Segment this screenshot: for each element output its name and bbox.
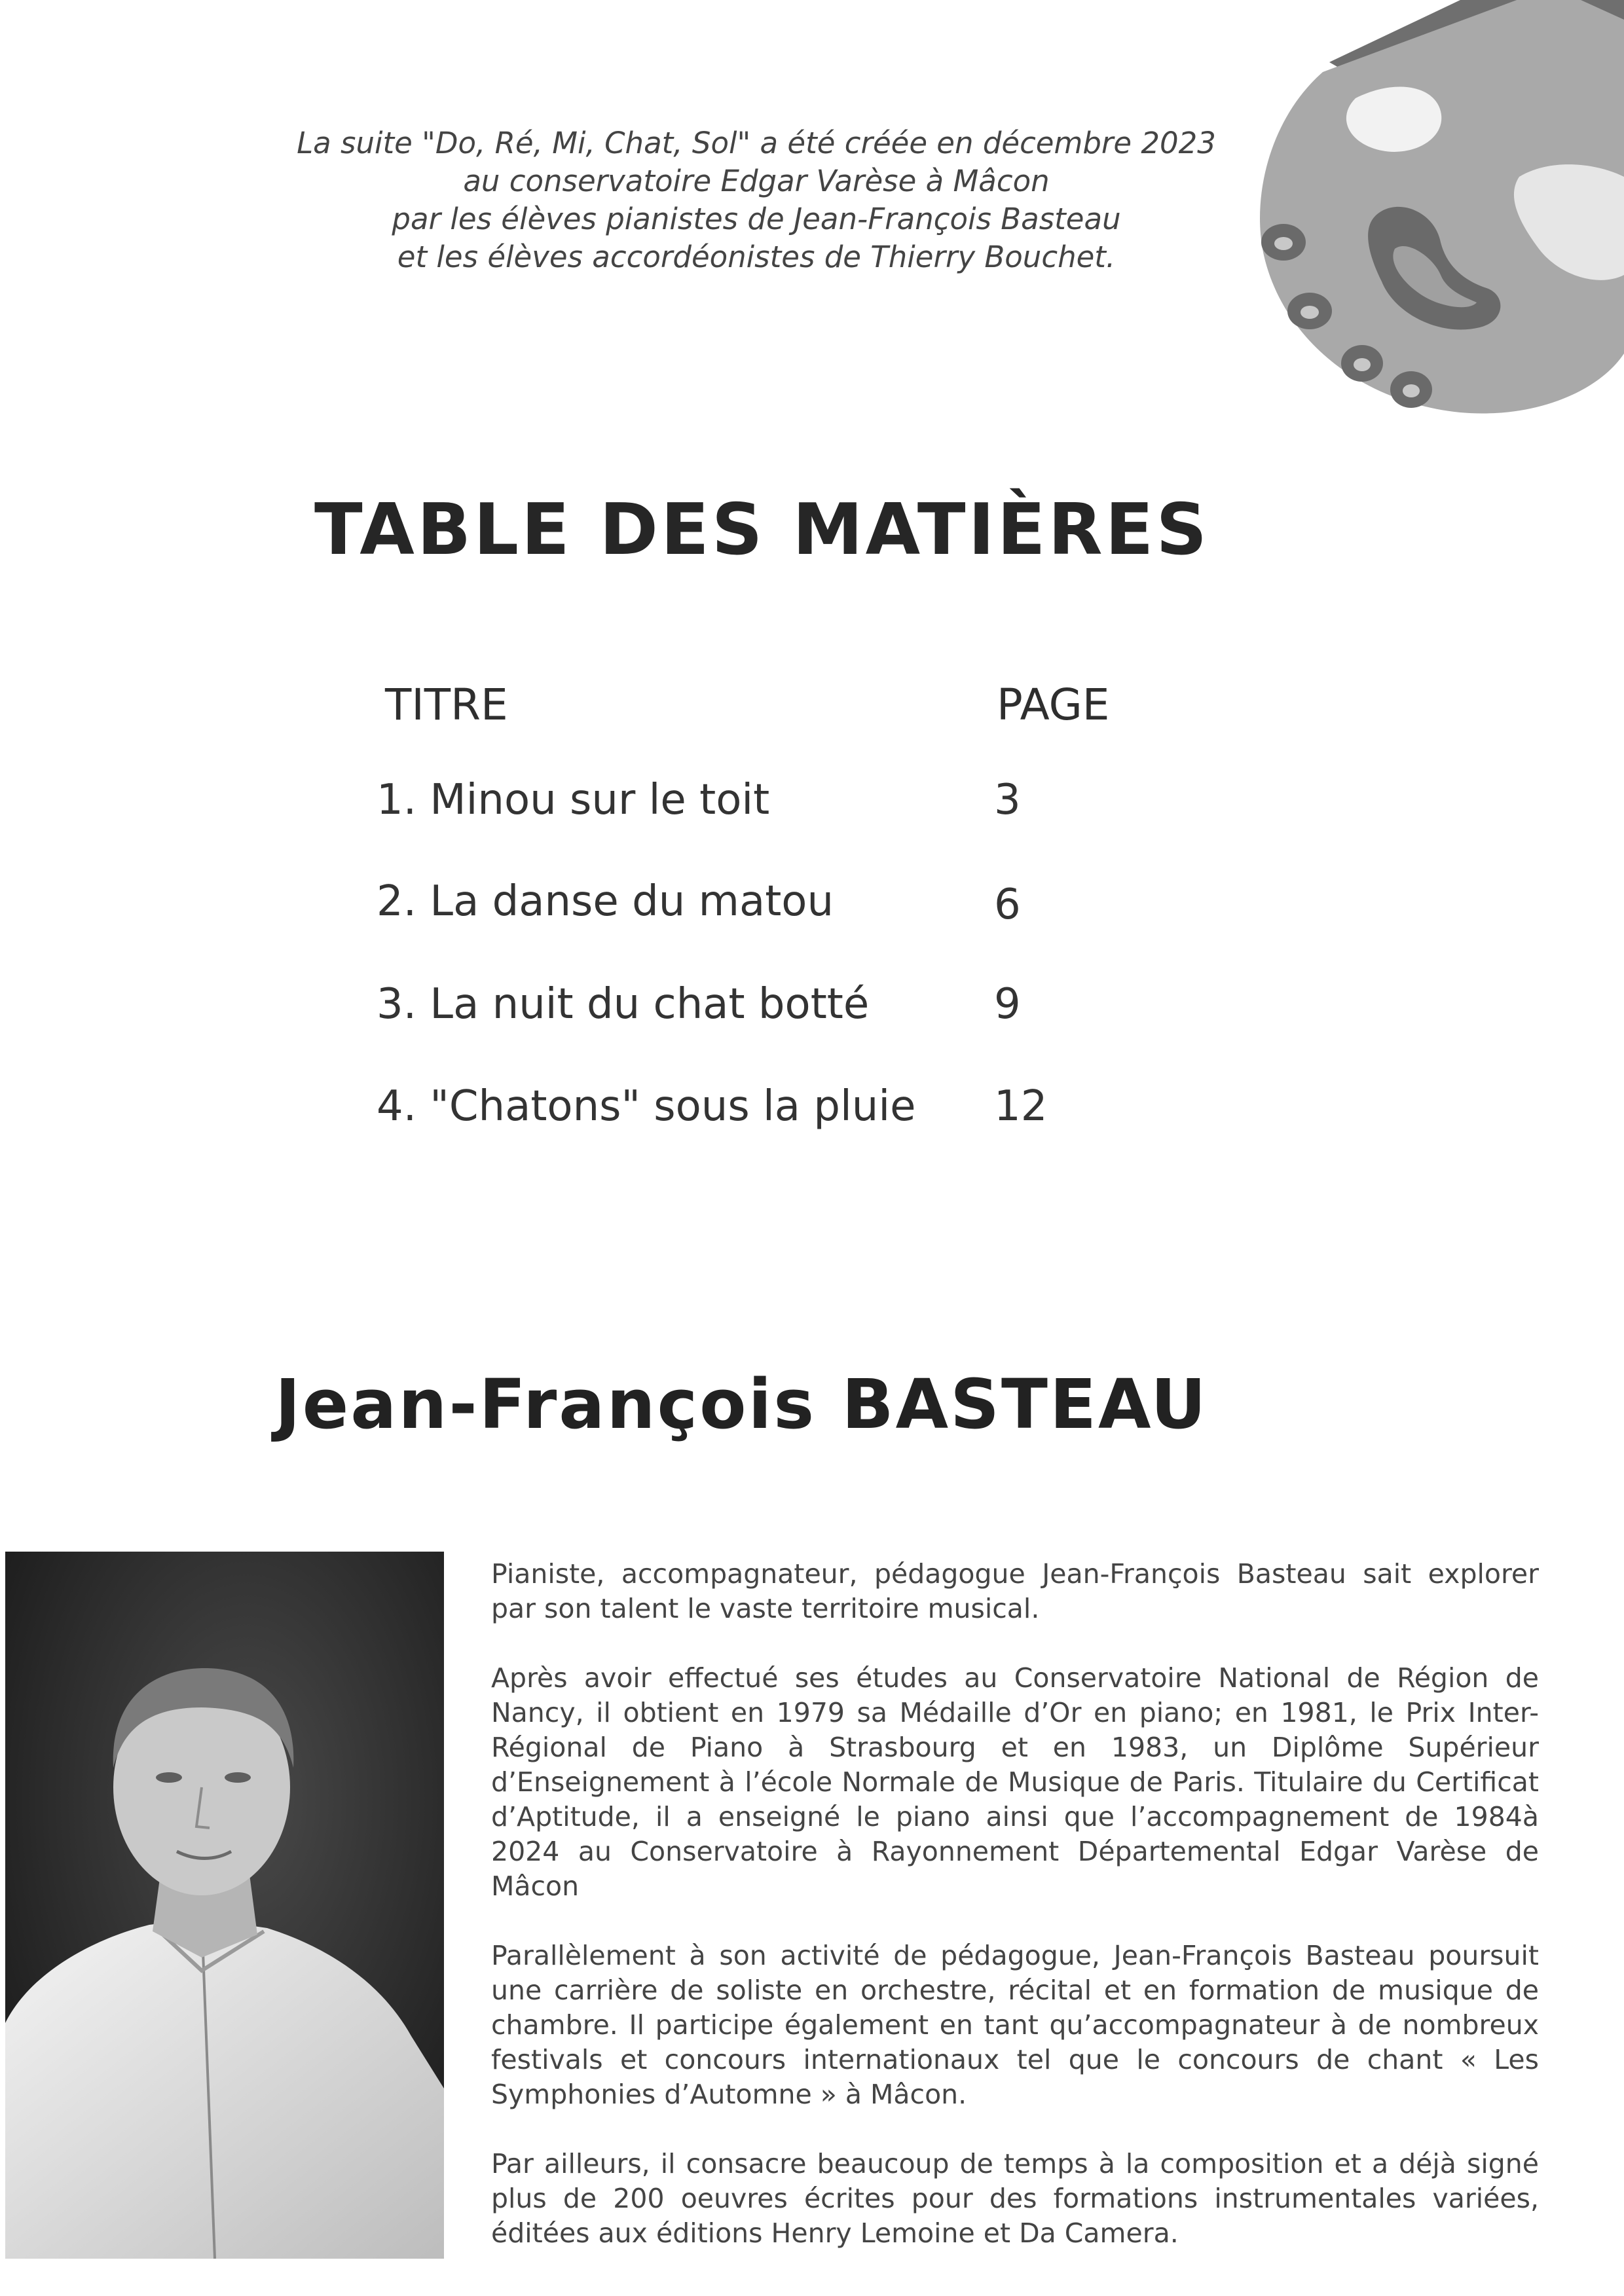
intro-line: au conservatoire Edgar Varèse à Mâcon: [463, 164, 1050, 198]
bio-paragraph: Parallèlement à son activité de pédagogue, Jean-François Basteau poursuit une carrière de soliste en orchestre, récital et en formation de musique de chambre. Il participe également en tant qu’accompagnateur à de nombreux festivals et concours internationaux tel que le concours de chant « Les Symphonies d’Automne » à Mâcon.: [491, 1940, 1539, 2110]
toc-row-page: 12: [994, 1082, 1048, 1131]
toc-row-page: 3: [994, 776, 1021, 824]
toc-row-title: 4. "Chatons" sous la pluie: [377, 1082, 916, 1131]
portrait-photo: [5, 1552, 444, 2259]
toc-row-page: 9: [994, 980, 1021, 1029]
toc-row-page: 6: [994, 881, 1021, 929]
bio-paragraph: Après avoir effectué ses études au Conservatoire National de Région de Nancy, il obtient en 1979 sa Médaille d’Or en piano; en 1981, le Prix Inter-Régional de Piano à Strasbourg et en 1983, un Diplôme Supérieur d’Enseignement à l’école Normale de Musique de Paris. Titulaire du Certificat d’Aptitude, il a enseigné le piano ainsi que l’accompagnement de 1984à 2024 au Conservatoire à Rayonnement Départemental Edgar Varèse de Mâcon: [491, 1662, 1539, 1902]
toc-row-title: 2. La danse du matou: [377, 877, 834, 926]
toc-column-title: TITRE: [385, 680, 508, 730]
intro-line: La suite "Do, Ré, Mi, Chat, Sol" a été créée en décembre 2023: [297, 126, 1216, 160]
intro-line: par les élèves pianistes de Jean-François Basteau: [392, 202, 1121, 236]
toc-column-page: PAGE: [997, 680, 1110, 730]
bio-text: [491, 1557, 1539, 2286]
toc-title: TABLE DES MATIÈRES: [314, 489, 1210, 571]
bio-name-heading: Jean-François BASTEAU: [275, 1364, 1208, 1444]
intro-line: et les élèves accordéonistes de Thierry Bouchet.: [397, 240, 1116, 274]
toc-row-title: 1. Minou sur le toit: [377, 776, 770, 824]
cat-paw-icon: [1244, 0, 1624, 419]
intro-text: [216, 124, 1297, 276]
bio-paragraph: Par ailleurs, il consacre beaucoup de temps à la composition et a déjà signé plus de 200 oeuvres écrites pour des formations instrumentales variées, éditées aux éditions Henry Lemoine et Da Camera.: [491, 2148, 1539, 2249]
bio-paragraph: Pianiste, accompagnateur, pédagogue Jean-François Basteau sait explorer par son talent le vaste territoire musical.: [491, 1558, 1539, 1624]
toc-row-title: 3. La nuit du chat botté: [377, 980, 870, 1029]
